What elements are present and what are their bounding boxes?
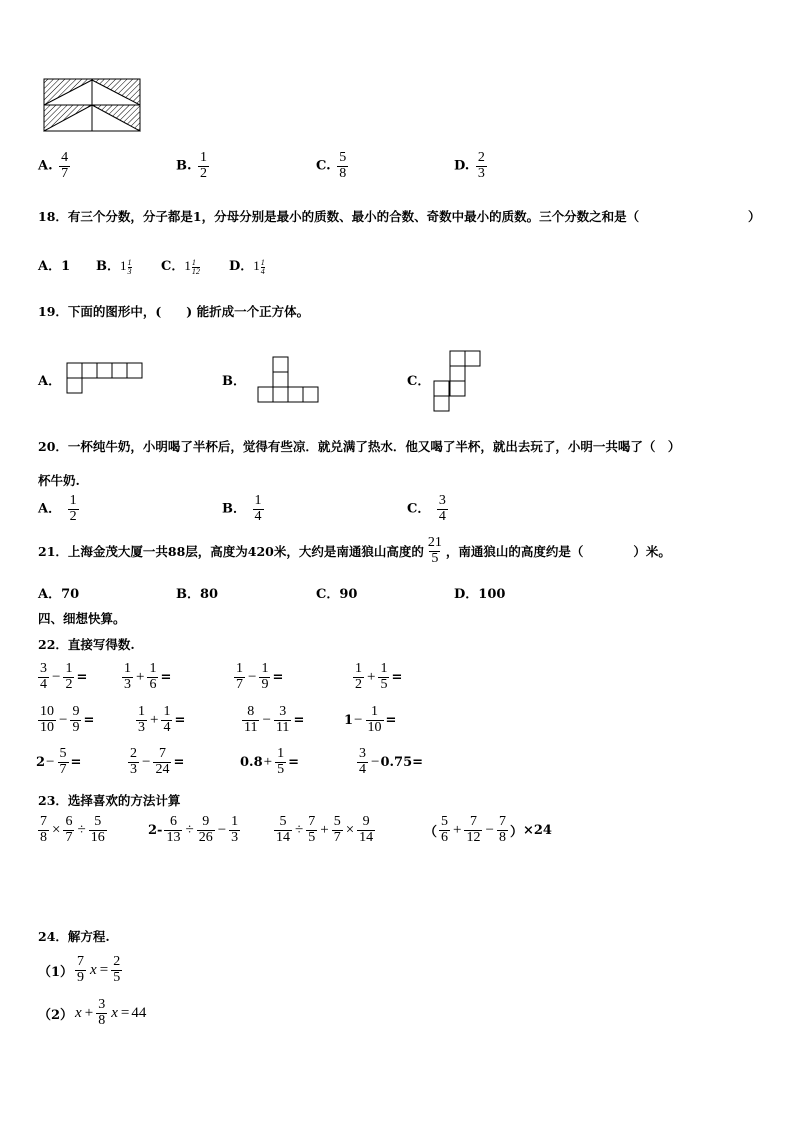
q23-expr-3: $\frac{5}{14}$ ÷ $\frac{7}{5}$ + $\frac{5}{7}$ × $\frac{9}{14}$ bbox=[276, 814, 374, 845]
q22-expr: $\frac{3}{4}$ − $\frac{1}{2}$ = bbox=[40, 661, 88, 692]
q18-text: 18．有三个分数，分子都是1，分母分别是最小的质数、最小的合数、奇数中最小的质数。三个分数之和是（ bbox=[38, 209, 640, 224]
q17-option-a[interactable]: A. $\frac{4}{7}$ bbox=[38, 150, 69, 181]
q18-option-b[interactable]: B．1 $\frac{1}{3}$ bbox=[96, 257, 132, 276]
q19-net-a bbox=[66, 362, 146, 396]
q18-option-a[interactable]: A．1 bbox=[38, 259, 71, 274]
q17-option-d[interactable]: D. $\frac{2}{3}$ bbox=[454, 150, 485, 181]
q19-option-a-label[interactable]: A． bbox=[38, 374, 62, 389]
q22-expr: $\frac{1}{2}$ + $\frac{1}{5}$ = bbox=[355, 661, 403, 692]
q20-text: 20．一杯纯牛奶，小明喝了半杯后，觉得有些凉．就兑满了热水．他又喝了半杯，就出去玩了，小明一共喝了（ ） bbox=[38, 439, 681, 454]
section-title: 四、细想快算。 bbox=[38, 611, 126, 626]
q20-text-cont: 杯牛奶. bbox=[38, 473, 80, 488]
q21-option-b[interactable]: B．80 bbox=[176, 587, 219, 602]
q23-title: 23．选择喜欢的方法计算 bbox=[38, 793, 181, 808]
q18-option-d[interactable]: D．1 $\frac{1}{4}$ bbox=[229, 257, 265, 276]
q18-close-paren: ） bbox=[748, 209, 761, 224]
q23-expr-2: 2- $\frac{6}{13}$ ÷ $\frac{9}{26}$ − $\frac{1}{3}$ bbox=[148, 814, 239, 845]
q22-expr: $\frac{1}{7}$ − $\frac{1}{9}$ = bbox=[236, 661, 284, 692]
q21-option-c[interactable]: C．90 bbox=[316, 587, 358, 602]
q22-expr: 2 − $\frac{5}{7}$ = bbox=[36, 746, 82, 777]
q22-expr: $\frac{1}{3}$ + $\frac{1}{4}$ = bbox=[138, 704, 186, 735]
q17-option-b[interactable]: B. $\frac{1}{2}$ bbox=[176, 150, 208, 181]
q22-expr: $\frac{1}{3}$ + $\frac{1}{6}$ = bbox=[124, 661, 172, 692]
q19-option-b-label[interactable]: B． bbox=[222, 374, 246, 389]
q19-option-c-label[interactable]: C． bbox=[407, 374, 431, 389]
q19-net-b bbox=[257, 356, 321, 404]
q22-expr: $\frac{10}{10}$ − $\frac{9}{9}$ = bbox=[40, 704, 95, 735]
q22-expr: $\frac{3}{4}$ − 0.75 = bbox=[359, 746, 424, 777]
q19-text: 19．下面的图形中，( ) 能折成一个正方体。 bbox=[38, 304, 310, 319]
q21-option-d[interactable]: D．100 bbox=[454, 587, 506, 602]
q22-expr: $\frac{8}{11}$ − $\frac{3}{11}$ = bbox=[244, 704, 305, 735]
q19-net-c bbox=[433, 350, 483, 414]
q22-expr: $\frac{2}{3}$ − $\frac{7}{24}$ = bbox=[130, 746, 185, 777]
q23-expr-4: （ $\frac{5}{6}$ + $\frac{7}{12}$ − $\frac{7}{8}$ ） ×24 bbox=[424, 814, 552, 845]
q23-expr-1: $\frac{7}{8}$ × $\frac{6}{7}$ ÷ $\frac{5}{16}$ bbox=[40, 814, 105, 845]
q22-title: 22．直接写得数. bbox=[38, 637, 135, 652]
q20-option-c[interactable]: C． $\frac{3}{4}$ bbox=[407, 493, 446, 524]
q21-option-a[interactable]: A．70 bbox=[38, 587, 80, 602]
q24-equation-2: （2） x + $\frac{3}{8}$ x = 44 bbox=[38, 997, 147, 1028]
q24-equation-1: （1） $\frac{7}{9}$ x = $\frac{2}{5}$ bbox=[38, 954, 121, 985]
q24-title: 24．解方程. bbox=[38, 929, 110, 944]
q17-shaded-figure bbox=[43, 78, 141, 132]
q20-option-b[interactable]: B． $\frac{1}{4}$ bbox=[222, 493, 262, 524]
q17-option-c[interactable]: C. $\frac{5}{8}$ bbox=[316, 150, 347, 181]
q18-option-c[interactable]: C．1 $\frac{1}{12}$ bbox=[161, 257, 200, 276]
q22-expr: 0.8 + $\frac{1}{5}$ = bbox=[240, 746, 299, 777]
q22-expr: 1 − $\frac{1}{10}$ = bbox=[344, 704, 397, 735]
q21-text: 21．上海金茂大厦一共88层，高度为420米，大约是南通狼山高度的 $\frac{21}{5}$ ，南通狼山的高度约是（ ）米。 bbox=[38, 535, 671, 566]
q20-option-a[interactable]: A． $\frac{1}{2}$ bbox=[38, 493, 77, 524]
